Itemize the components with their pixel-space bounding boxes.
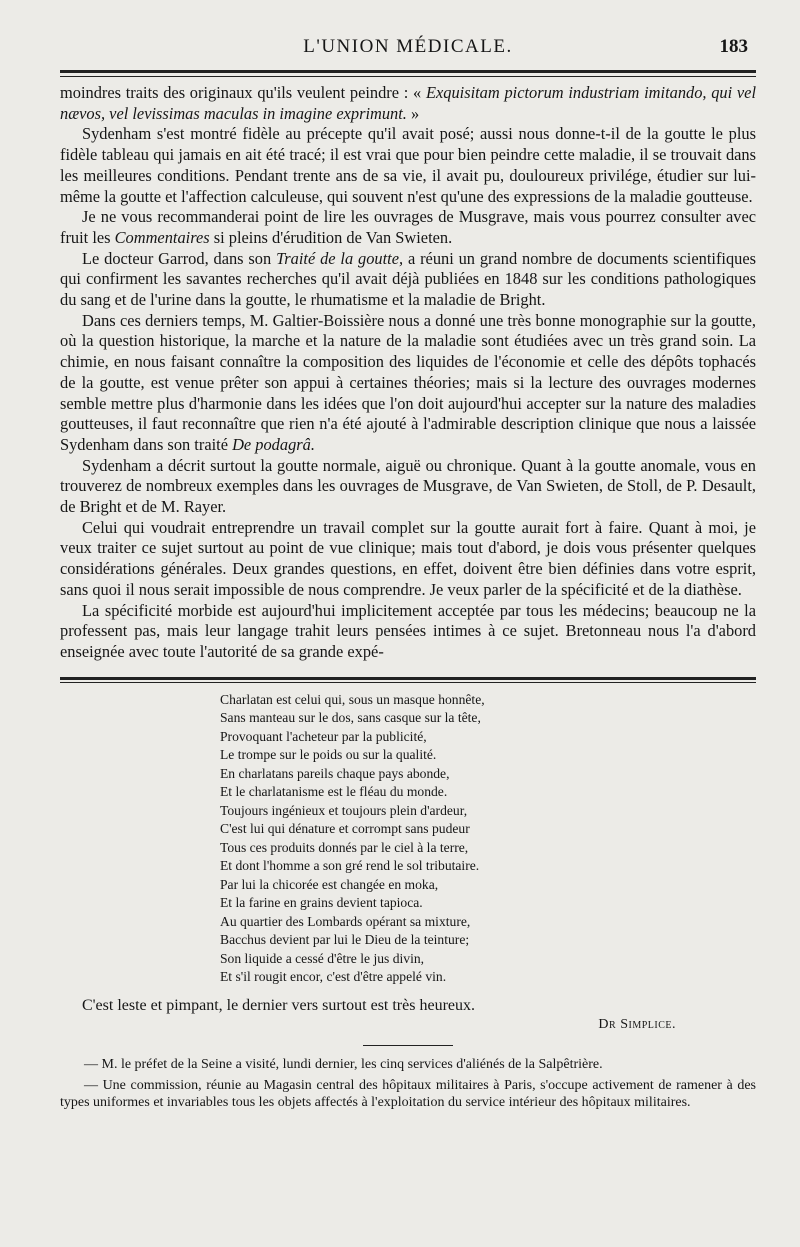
page-header	[60, 36, 756, 66]
text-segment: Le docteur Garrod, dans son	[82, 248, 277, 268]
poem-comment: C'est leste et pimpant, le dernier vers surtout est très heureux.	[82, 996, 475, 1014]
article-body	[60, 83, 756, 663]
poem-verse: Et dont l'homme a son gré rend le sol tributaire.	[220, 858, 480, 874]
text-segment: Sydenham s'est montré fidèle au précepte qu'il avait posé; aussi nous donne-t-il de la goutte le plus fidèle tableau qui jamais en ait été tracé; il est vrai que pour bien peindre cette maladie, il se trouvait dans les meilleures conditions. Pendant trente ans de sa vie, il avait pu, douloureux privilége, étudier sur lui-même la goutte et l'affection calculeuse, qui souvent n'est qu'une des expressions de la maladie goutteuse.	[60, 124, 756, 206]
text-segment: Je ne vous recommanderai point de lire les ouvrages de Musgrave, mais vous pourrez consulter avec fruit les	[60, 207, 756, 247]
italic-text: Exquisitam pictorum industriam imitando, qui vel nævos, vel levissimas maculas in imagine exprimunt.	[60, 83, 757, 123]
paragraph	[60, 124, 756, 207]
paragraph	[60, 83, 756, 124]
italic-text: De podagrâ.	[232, 434, 315, 454]
text-segment: »	[406, 103, 420, 123]
paragraph	[60, 518, 756, 601]
news-items	[60, 1056, 756, 1111]
paragraph	[60, 207, 756, 248]
poem-verse: C'est lui qui dénature et corrompt sans pudeur	[220, 821, 470, 837]
feuilleton-separator	[60, 677, 756, 680]
poem-verse: Provoquant l'acheteur par la publicité,	[220, 728, 427, 744]
poem-verse: Bacchus devient par lui le Dieu de la teinture;	[220, 932, 470, 948]
text-segment: La spécificité morbide est aujourd'hui implicitement acceptée par tous les médecins; beaucoup ne la professent pas, mais leur langage trahit leurs pensées intimes à ce sujet. Bretonneau nous l'a d'abord enseignée avec toute l'autorité de sa grande expé-	[60, 600, 756, 661]
paragraph	[60, 249, 756, 311]
poem-verse: Par lui la chicorée est changée en moka,	[220, 876, 439, 892]
header-rule	[60, 70, 756, 77]
paragraph	[60, 311, 756, 456]
poem-verse: Et s'il rougit encor, c'est d'être appelé vin.	[220, 969, 447, 985]
text-segment: si pleins d'érudition de Van Swieten.	[209, 227, 453, 247]
poem-verse: Son liquide a cessé d'être le jus divin,	[220, 950, 425, 966]
poem-verse: Au quartier des Lombards opérant sa mixture,	[220, 913, 471, 929]
section-divider	[363, 1045, 453, 1046]
page-number: 183	[719, 36, 748, 57]
poem-verse: Tous ces produits donnés par le ciel à la terre,	[220, 839, 469, 855]
news-item: — Une commission, réunie au Magasin central des hôpitaux militaires à Paris, s'occupe activement de ramener à des types uniformes et invariables tous les objets affectés à l'exploitation du service intérieur des hôpitaux militaires.	[60, 1077, 756, 1110]
news-item: — M. le préfet de la Seine a visité, lundi dernier, les cinq services d'aliénés de la Salpêtrière.	[84, 1056, 603, 1072]
text-segment: Dans ces derniers temps, M. Galtier-Boissière nous a donné une très bonne monographie sur la goutte, où la question historique, la marche et la nature de la maladie sont étudiées avec un très grand soin. La chimie, en nous faisant connaître la composition des liquides de l'économie et celle des dépôts tophacés de la goutte, est venue prêter son appui à certaines théories; mais si la lecture des ouvrages modernes semble mettre plus d'harmonie dans les idées que l'on doit aujourd'hui accepter sur la nature des maladies goutteuses, il faut reconnaître que rien n'a été ajouté à l'admirable description clinique que nous a laissée Sydenham dans son traité	[60, 310, 756, 454]
text-segment: Celui qui voudrait entreprendre un travail complet sur la goutte aurait fort à faire. Quant à moi, je veux traiter ce sujet surtout au point de vue clinique; mais tout d'abord, je dois vous présenter quelques considérations générales. Deux grandes questions, en effet, doivent être bien définies dans votre esprit, sans quoi il nous serait impossible de nous comprendre. Je veux parler de la spécificité et de la diathèse.	[60, 517, 756, 599]
poem	[60, 691, 756, 987]
poem-verse: En charlatans pareils chaque pays abonde,	[220, 765, 450, 781]
poem-verse: Et la farine en grains devient tapioca.	[220, 895, 423, 911]
italic-text: Commentaires	[114, 227, 210, 247]
paragraph	[60, 456, 756, 518]
poem-verse: Sans manteau sur le dos, sans casque sur la tête,	[220, 710, 481, 726]
poem-verse: Et le charlatanisme est le fléau du monde.	[220, 784, 448, 800]
paragraph	[60, 601, 756, 663]
text-segment: moindres traits des originaux qu'ils veulent peindre : «	[60, 83, 426, 102]
text-segment: a réuni un grand nombre de documents scientifiques qui confirment les savantes recherches qu'il avait déjà publiées en 1848 sur les conditions pathologiques du sang et de l'urine dans la goutte, le rhumatisme et la maladie de Bright.	[60, 248, 757, 310]
text-segment: Sydenham a décrit surtout la goutte normale, aiguë ou chronique. Quant à la goutte anomale, vous en trouverez de nombreux exemples dans les ouvrages de Musgrave, de Van Swieten, de Stoll, de P. Desault, de Bright et de M. Rayer.	[60, 455, 756, 517]
poem-verse: Toujours ingénieux et toujours plein d'ardeur,	[220, 802, 468, 818]
signature: Dr Simplice.	[598, 1016, 676, 1032]
italic-text: Traité de la goutte,	[276, 248, 404, 268]
poem-verse: Le trompe sur le poids ou sur la qualité.	[220, 747, 437, 763]
running-title: L'UNION MÉDICALE.	[303, 36, 513, 57]
feuilleton-separator-thin	[60, 682, 756, 683]
poem-verse: Charlatan est celui qui, sous un masque honnête,	[220, 691, 485, 707]
